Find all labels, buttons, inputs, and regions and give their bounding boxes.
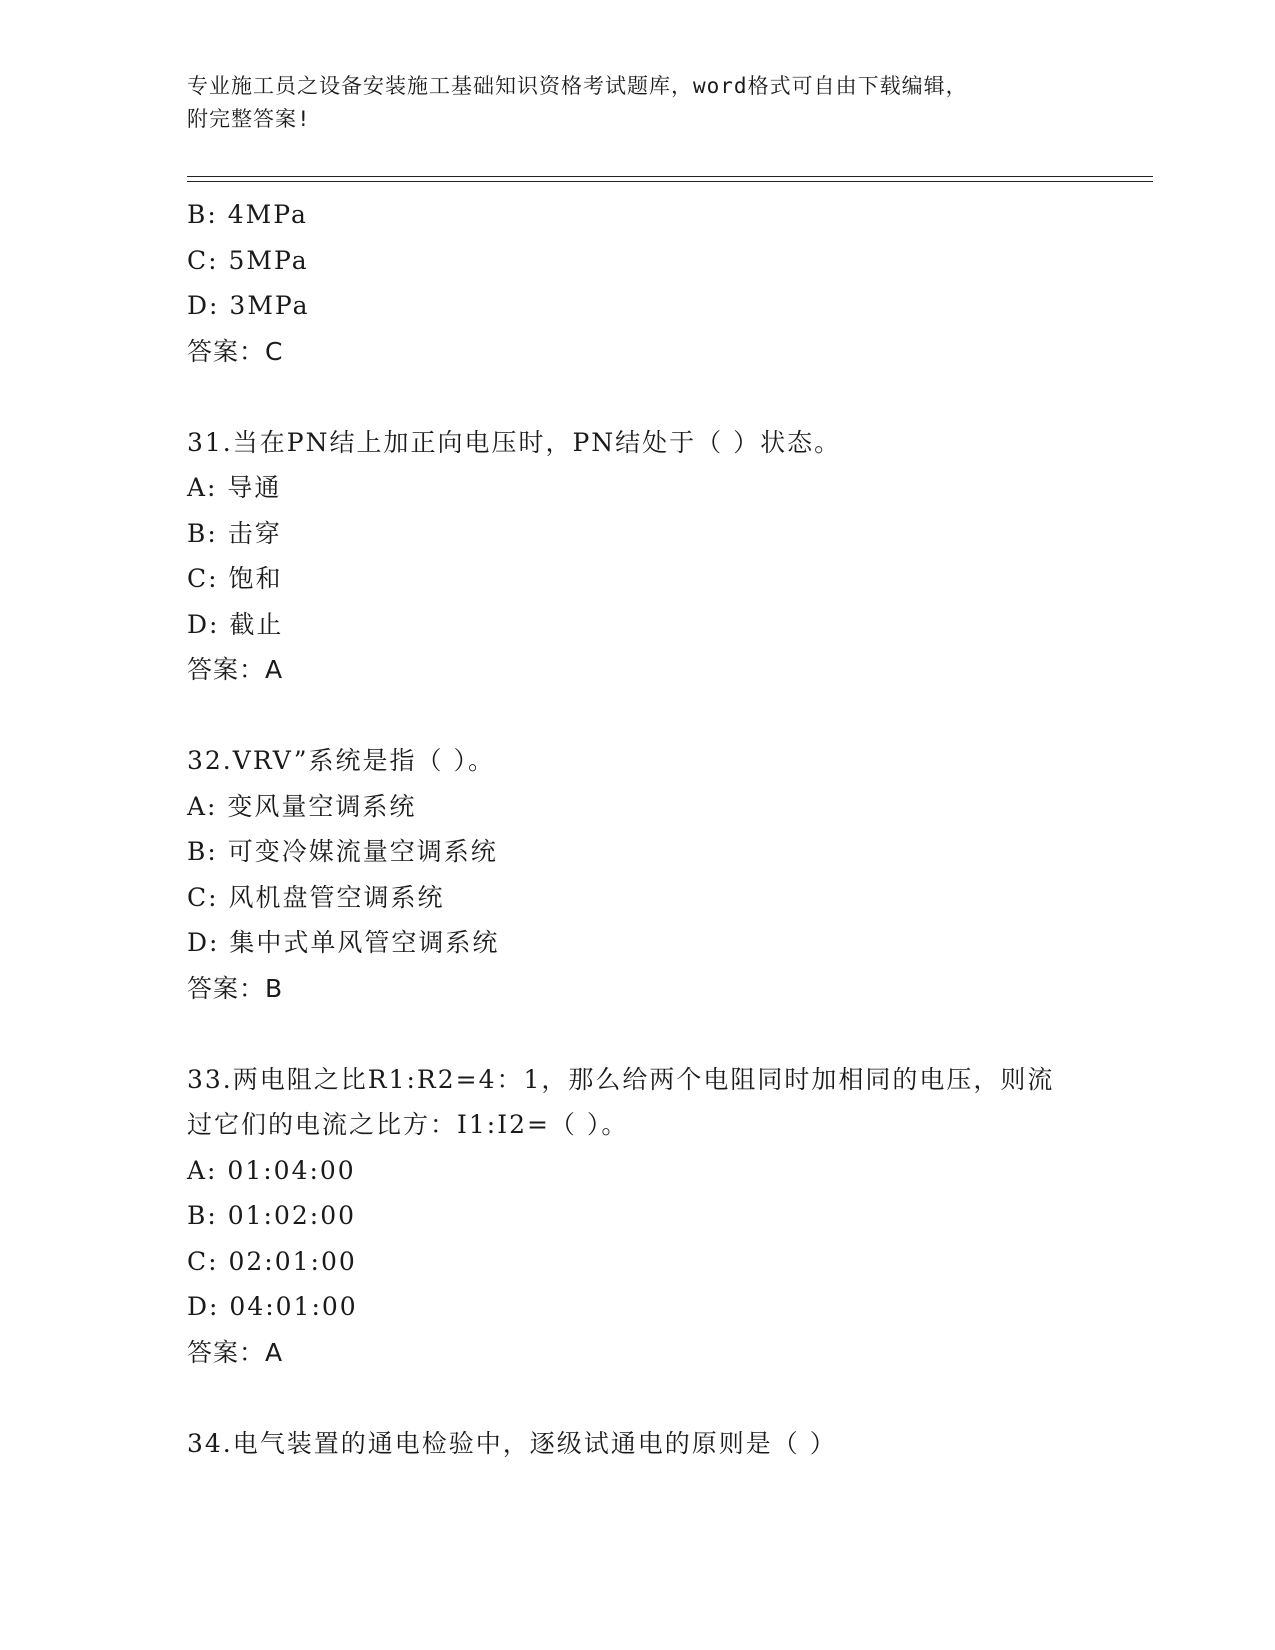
question-block-32 bbox=[187, 738, 1087, 1011]
option-d: D: 集中式单风管空调系统 bbox=[187, 928, 500, 957]
question-block-31 bbox=[187, 420, 1087, 693]
option-a: A: 变风量空调系统 bbox=[187, 791, 417, 821]
option-b: B: 击穿 bbox=[187, 518, 282, 548]
answer-text: 答案：C bbox=[187, 336, 284, 366]
question-text-line-1: 33.两电阻之比R1:R2=4：1，那么给两个电阻同时加相同的电压，则流 bbox=[187, 1064, 1055, 1094]
question-list bbox=[187, 192, 1087, 1466]
question-text-line-2: 过它们的电流之比方：I1:I2=（ ）。 bbox=[187, 1110, 629, 1139]
option-a: A: 导通 bbox=[187, 473, 282, 502]
header-divider-bottom bbox=[187, 181, 1153, 182]
answer-text: 答案：A bbox=[187, 1337, 284, 1367]
question-text: 34.电气装置的通电检验中，逐级试通电的原则是（ ） bbox=[187, 1428, 837, 1458]
option-c: C: 风机盘管空调系统 bbox=[187, 882, 445, 912]
option-a: A: 01:04:00 bbox=[187, 1155, 356, 1185]
question-text: 31.当在PN结上加正向电压时，PN结处于（ ）状态。 bbox=[187, 427, 842, 457]
question-block-33 bbox=[187, 1057, 1087, 1376]
option-b: B: 可变冷媒流量空调系统 bbox=[187, 837, 498, 866]
answer-text: 答案：A bbox=[187, 655, 284, 684]
option-d: D: 3MPa bbox=[187, 291, 310, 320]
question-text: 32.VRV”系统是指（ ）。 bbox=[187, 746, 495, 775]
question-block-34 bbox=[187, 1421, 1087, 1467]
document-header bbox=[187, 70, 1067, 136]
option-c: C: 饱和 bbox=[187, 564, 283, 593]
option-b: B: 4MPa bbox=[187, 200, 308, 229]
answer-text: 答案：B bbox=[187, 973, 284, 1003]
option-d: D: 04:01:00 bbox=[187, 1292, 358, 1321]
option-c: C: 5MPa bbox=[187, 245, 309, 275]
option-d: D: 截止 bbox=[187, 609, 284, 639]
option-b: B: 01:02:00 bbox=[187, 1201, 357, 1230]
option-c: C: 02:01:00 bbox=[187, 1246, 357, 1276]
header-line-1: 专业施工员之设备安装施工基础知识资格考试题库，word格式可自由下载编辑， bbox=[187, 74, 968, 98]
header-line-2: 附完整答案! bbox=[187, 107, 311, 131]
header-divider-top bbox=[187, 176, 1153, 177]
question-block-30 bbox=[187, 192, 1087, 374]
